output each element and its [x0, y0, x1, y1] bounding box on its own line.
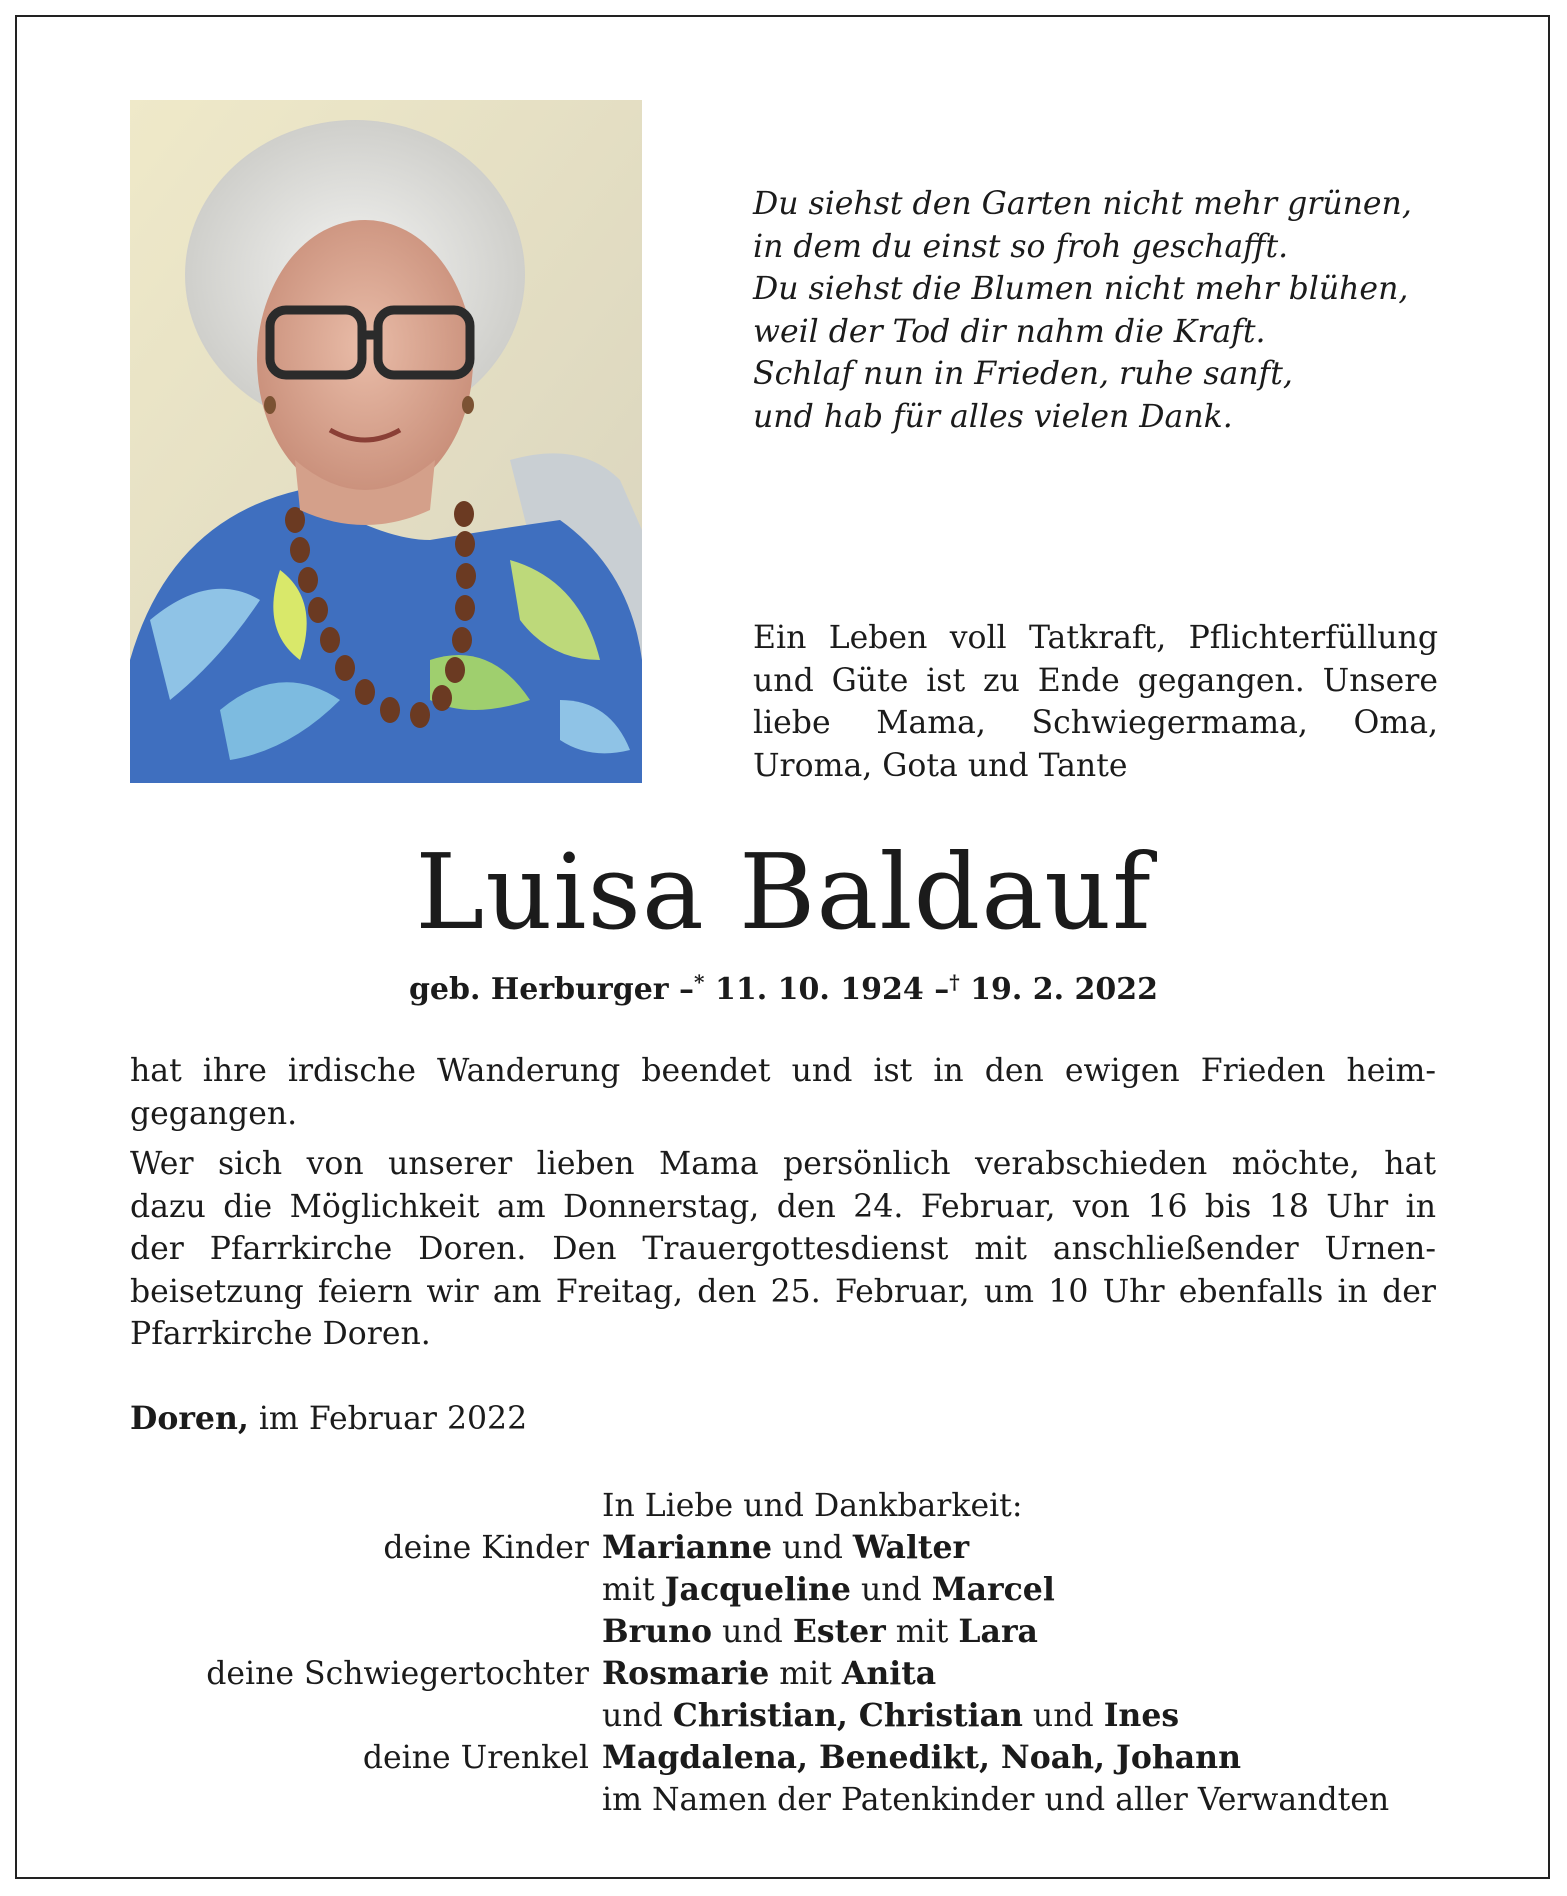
role-label: deine Schwiegertochter	[206, 1656, 589, 1692]
place-date	[130, 1398, 527, 1440]
poem-line: in dem du einst so froh geschafft.	[753, 228, 1289, 265]
body-line: gegangen.	[130, 1095, 298, 1132]
mourner-line: Magdalena, Benedikt, Noah, Johann	[602, 1739, 1241, 1776]
place: Doren,	[130, 1400, 249, 1437]
body-line: Pfarrkirche Doren.	[130, 1316, 431, 1352]
poem-line: Schlaf nun in Frieden, ruhe sanft,	[753, 356, 1293, 392]
intro-text	[753, 617, 1438, 787]
birth-name: geb. Herburger	[408, 972, 669, 1007]
role-label: deine Kinder	[383, 1530, 589, 1566]
signoff	[0, 1485, 1567, 1821]
signoff-closing: im Namen der Patenkinder und aller Verwandten	[602, 1782, 1390, 1818]
mourner-line: mit Jacqueline und Marcel	[602, 1571, 1055, 1608]
separator: –	[934, 972, 950, 1007]
mourner-line: Marianne und Walter	[602, 1529, 970, 1566]
role-label: deine Urenkel	[362, 1740, 589, 1776]
deceased-name: Luisa Baldauf	[415, 831, 1152, 953]
intro-line: und Güte ist zu Ende gegangen. Unsere	[753, 662, 1438, 699]
body-line: der Pfarrkirche Doren. Den Trauergottesdienst mit anschließender Urnen-	[130, 1231, 1436, 1267]
death-date: 19. 2. 2022	[970, 972, 1159, 1007]
signoff-heading: In Liebe und Dankbarkeit:	[602, 1488, 1023, 1524]
body-line: hat ihre irdische Wanderung beendet und ist in den ewigen Frieden heim-	[130, 1053, 1436, 1089]
announcement-text	[130, 1050, 1436, 1356]
body-line: beisetzung feiern wir am Freitag, den 25. Februar, um 10 Uhr ebenfalls in der	[130, 1273, 1436, 1310]
death-symbol: †	[949, 970, 960, 994]
mourner-line: Rosmarie mit Anita	[602, 1655, 937, 1692]
birth-date: 11. 10. 1924	[714, 972, 924, 1007]
life-dates	[0, 962, 1567, 1010]
date: im Februar 2022	[258, 1401, 528, 1437]
portrait-photo	[130, 100, 642, 783]
poem-line: weil der Tod dir nahm die Kraft.	[753, 313, 1266, 350]
poem-line: Du siehst die Blumen nicht mehr blühen,	[753, 271, 1409, 307]
intro-line: Uroma, Gota und Tante	[753, 747, 1128, 784]
body-line: dazu die Möglichkeit am Donnerstag, den 24. Februar, von 16 bis 18 Uhr in	[130, 1188, 1436, 1225]
mourner-line: Bruno und Ester mit Lara	[602, 1613, 1038, 1650]
mourner-line: und Christian, Christian und Ines	[602, 1697, 1180, 1734]
intro-line: Ein Leben voll Tatkraft, Pflichterfüllung	[753, 620, 1438, 656]
intro-line: liebe Mama, Schwiegermama, Oma,	[753, 705, 1438, 741]
poem-line: Du siehst den Garten nicht mehr grünen,	[753, 186, 1412, 222]
poem-line: und hab für alles vielen Dank.	[753, 398, 1233, 435]
body-line: Wer sich von unserer lieben Mama persönlich verabschieden möchte, hat	[130, 1146, 1436, 1182]
separator: –	[679, 972, 695, 1007]
poem	[753, 183, 1473, 438]
birth-symbol: *	[694, 970, 705, 994]
